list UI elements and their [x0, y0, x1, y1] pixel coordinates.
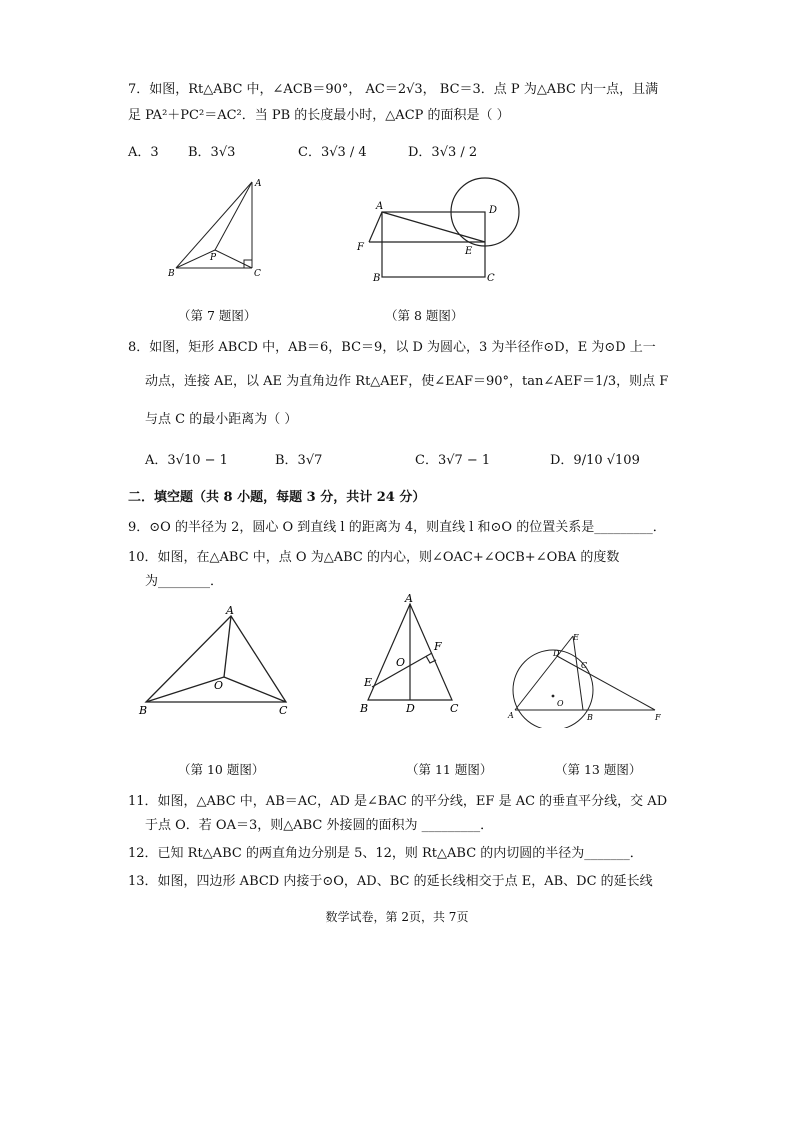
- q8-option-c: C．3√7 − 1: [415, 453, 491, 468]
- fig13-label-a: A: [508, 711, 514, 720]
- q11-line2: 于点 O．若 OA＝3，则△ABC 外接圆的面积为 _________．: [145, 818, 494, 833]
- fig8-segment-af: [369, 212, 382, 242]
- fig7-segment-cp: [215, 250, 252, 268]
- fig13-line-ae: [515, 636, 573, 710]
- fig7-segment-ap: [215, 182, 252, 250]
- fig13-label-b: B: [587, 713, 593, 722]
- q7-line1: 7．如图，Rt△ABC 中，∠ACB＝90°， AC＝2√3， BC＝3．点 P 为△ABC 内一点，且满: [128, 82, 659, 97]
- fig10-label-c: C: [279, 704, 288, 717]
- fig10-segment-ao: [224, 616, 231, 677]
- q12-text: 12．已知 Rt△ABC 的两直角边分别是 5、12，则 Rt△ABC 的内切圆的半径为_______．: [128, 846, 643, 861]
- fig13-label-f: F: [655, 713, 661, 722]
- q7-options: [128, 142, 528, 168]
- q9-text: 9．⊙O 的半径为 2，圆心 O 到直线 l 的距离为 4，则直线 l 和⊙O 的位置关系是_________．: [128, 520, 666, 535]
- fig11-label-c: C: [450, 702, 459, 715]
- fig11-label-a: A: [405, 592, 413, 605]
- section-2-heading: 二．填空题（共 8 小题，每题 3 分，共计 24 分）: [128, 490, 426, 505]
- fig8-segment-ae: [382, 212, 485, 242]
- fig8-caption: （第 8 题图）: [385, 308, 464, 323]
- figure-10: [136, 600, 306, 725]
- fig8-label-c: C: [487, 273, 495, 284]
- fig11-label-f: F: [434, 640, 442, 653]
- fig10-label-a: A: [226, 604, 234, 617]
- q8-option-b: B．3√7: [275, 453, 323, 468]
- fig10-segment-co: [224, 677, 286, 702]
- fig13-label-d: D: [553, 649, 560, 658]
- q7-option-a: A．3: [128, 145, 159, 160]
- fig13-label-c: C: [581, 661, 588, 670]
- fig13-line-df: [557, 656, 655, 710]
- q8-option-a: A．3√10 − 1: [145, 453, 228, 468]
- q11-line1: 11．如图，△ABC 中，AB＝AC，AD 是∠BAC 的平分线，EF 是 AC 的垂直平分线，交 AD: [128, 794, 668, 809]
- fig7-label-a: A: [255, 179, 262, 189]
- fig8-rectangle: [382, 212, 485, 277]
- q8-option-d: D．9/10 √109: [550, 453, 640, 468]
- figure-8: [352, 175, 532, 290]
- fig10-label-b: B: [139, 704, 148, 717]
- fig10-caption: （第 10 题图）: [178, 762, 265, 777]
- fig11-label-o: O: [396, 656, 406, 669]
- fig13-label-o: O: [557, 699, 564, 708]
- q13-line1: 13．如图，四边形 ABCD 内接于⊙O，AD、BC 的延长线相交于点 E，AB、DC 的延长线: [128, 874, 653, 889]
- fig11-label-d: D: [406, 702, 415, 715]
- fig7-label-p: P: [210, 253, 217, 263]
- fig8-label-d: D: [489, 205, 498, 216]
- fig7-label-b: B: [168, 269, 175, 279]
- fig8-label-f: F: [357, 242, 364, 253]
- fig8-label-a: A: [376, 201, 384, 212]
- fig8-label-e: E: [465, 246, 473, 257]
- fig13-center-dot: [552, 695, 555, 698]
- figure-13: [505, 628, 675, 728]
- q7-option-b: B．3√3: [188, 145, 236, 160]
- q10-line2: 为________．: [145, 574, 224, 589]
- fig7-label-c: C: [254, 269, 261, 279]
- q7-option-d: D．3√3 / 2: [408, 145, 478, 160]
- fig10-label-o: O: [214, 679, 224, 692]
- fig13-line-eb: [573, 636, 583, 710]
- fig7-right-angle-mark: [244, 260, 252, 268]
- fig11-caption: （第 11 题图）: [406, 762, 493, 777]
- fig13-label-e: E: [573, 633, 579, 642]
- q8-line2: 动点，连接 AE，以 AE 为直角边作 Rt△AEF，使∠EAF＝90°，tan∠AEF＝1/3，则点 F: [145, 374, 669, 389]
- q8-line1: 8．如图，矩形 ABCD 中，AB＝6，BC＝9，以 D 为圆心，3 为半径作⊙D，E 为⊙D 上一: [128, 340, 656, 355]
- figure-11: [352, 590, 472, 720]
- fig11-label-e: E: [364, 676, 373, 689]
- q7-option-c: C．3√3 / 4: [298, 145, 367, 160]
- q7-line2: 足 PA²＋PC²＝AC²．当 PB 的长度最小时，△ACP 的面积是（ ）: [128, 108, 510, 123]
- fig7-caption: （第 7 题图）: [178, 308, 257, 323]
- figure-7: [168, 172, 268, 282]
- q10-line1: 10．如图，在△ABC 中，点 O 为△ABC 的内心，则∠OAC+∠OCB+∠OBA 的度数: [128, 550, 620, 565]
- q8-line3: 与点 C 的最小距离为（ ）: [145, 412, 298, 427]
- page-footer: 数学试卷，第 2页，共 7页: [325, 910, 469, 924]
- fig13-caption: （第 13 题图）: [555, 762, 642, 777]
- fig8-label-b: B: [373, 273, 381, 284]
- q8-options: [145, 450, 665, 476]
- fig11-label-b: B: [360, 702, 369, 715]
